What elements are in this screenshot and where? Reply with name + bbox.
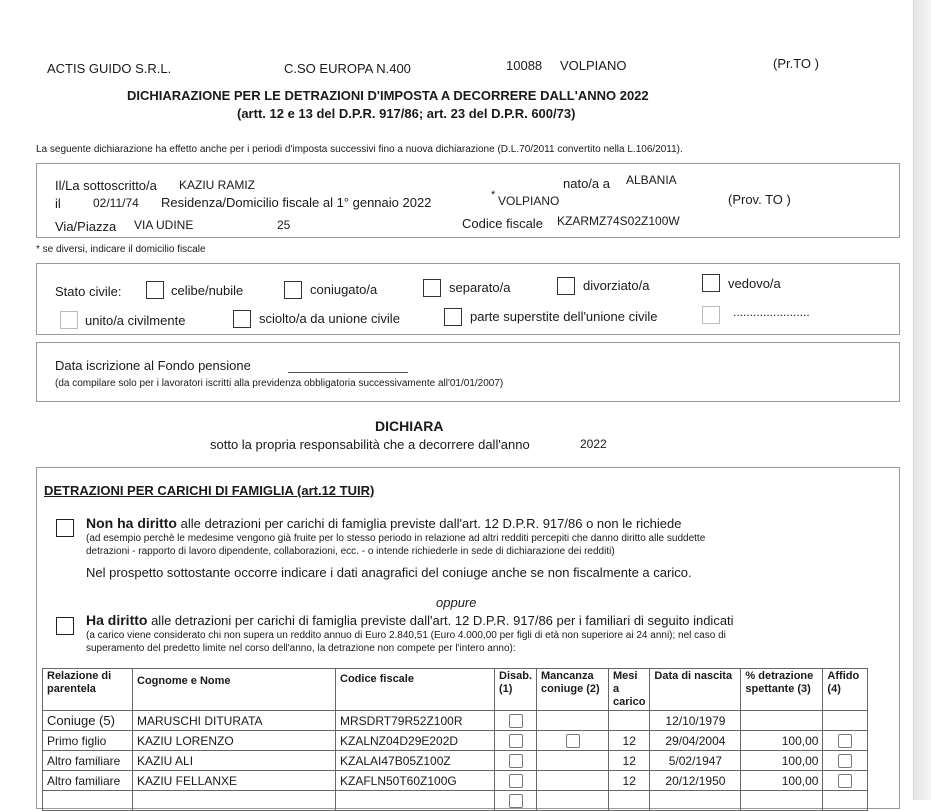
coniugato-checkbox[interactable]	[284, 281, 302, 299]
row-tax-code: KZALNZ04D29E202D	[336, 731, 495, 751]
celibe-label: celibe/nubile	[171, 283, 244, 298]
has-right-note-2: superamento del predetto limite nel corso dell'anno, la detrazione non compete per l'intero anno):	[86, 643, 516, 654]
row-months: 12	[609, 771, 650, 791]
row-months	[609, 711, 650, 731]
col-tax-code: Codice fiscale	[336, 669, 495, 711]
coniugato-label: coniugato/a	[310, 282, 378, 297]
pension-label: Data iscrizione al Fondo pensione	[55, 358, 251, 373]
superstite-checkbox[interactable]	[444, 308, 462, 326]
other-status-checkbox[interactable]	[702, 306, 720, 324]
family-table	[42, 668, 868, 811]
employee-name: KAZIU RAMIZ	[179, 178, 256, 192]
row-birthdate: 20/12/1950	[650, 771, 741, 791]
born-label: nato/a a	[563, 176, 610, 191]
has-right-text: alle detrazioni per carichi di famiglia previste dall'art. 12 D.P.R. 917/86 per i familiari di seguito indicati	[151, 613, 734, 628]
row-percent: 100,00	[741, 731, 823, 751]
no-right-note-1: (ad esempio perchè le medesime vengono già fruite per lo stesso periodo in relazione ad altri redditi percepiti che danno diritto alle suddette	[86, 533, 706, 544]
sciolto-label: sciolto/a da unione civile	[259, 311, 400, 326]
domicile-footnote: * se diversi, indicare il domicilio fiscale	[36, 244, 206, 255]
street: VIA UDINE	[134, 218, 194, 232]
no-right-checkbox[interactable]	[56, 519, 74, 537]
table-row	[43, 771, 868, 791]
has-right-checkbox[interactable]	[56, 617, 74, 635]
page-subtitle: (artt. 12 e 13 del D.P.R. 917/86; art. 23 del D.P.R. 600/73)	[237, 106, 576, 121]
row-birthdate: 12/10/1979	[650, 711, 741, 731]
table-row	[43, 751, 868, 771]
divorziato-checkbox[interactable]	[557, 277, 575, 295]
row-birthdate: 5/02/1947	[650, 751, 741, 771]
col-percent: % detrazione spettante (3)	[741, 669, 823, 711]
table-row	[43, 731, 868, 751]
residence-mark: *	[491, 189, 496, 201]
disability-checkbox[interactable]	[509, 714, 523, 728]
row-name: KAZIU ALI	[133, 751, 336, 771]
divorziato-label: divorziato/a	[583, 278, 650, 293]
disability-checkbox[interactable]	[509, 754, 523, 768]
vedovo-label: vedovo/a	[728, 276, 781, 291]
company-city: VOLPIANO	[560, 58, 627, 73]
table-row	[43, 791, 868, 811]
row-months: 12	[609, 731, 650, 751]
custody-checkbox[interactable]	[838, 754, 852, 768]
row-relation: Coniuge (5)	[43, 711, 133, 731]
row-name: MARUSCHI DITURATA	[133, 711, 336, 731]
vedovo-checkbox[interactable]	[702, 274, 720, 292]
row-name: KAZIU FELLANXE	[133, 771, 336, 791]
col-disability: Disab. (1)	[495, 669, 537, 711]
undersigned-label: Il/La sottoscritto/a	[55, 178, 157, 193]
birthplace: ALBANIA	[626, 173, 677, 187]
company-cap: 10088	[506, 58, 543, 73]
page-title: DICHIARAZIONE PER LE DETRAZIONI D'IMPOSTA A DECORRERE DALL'ANNO 2022	[127, 88, 649, 103]
civil-status-label: Stato civile:	[55, 284, 122, 299]
page-edge	[913, 0, 931, 800]
col-birthdate: Data di nascita	[650, 669, 741, 711]
row-months: 12	[609, 751, 650, 771]
row-relation: Altro familiare	[43, 751, 133, 771]
row-birthdate: 29/04/2004	[650, 731, 741, 751]
row-tax-code: KZAFLN50T60Z100G	[336, 771, 495, 791]
table-row	[43, 711, 868, 731]
custody-checkbox[interactable]	[838, 734, 852, 748]
disability-checkbox[interactable]	[509, 734, 523, 748]
row-tax-code: MRSDRT79R52Z100R	[336, 711, 495, 731]
company-name: ACTIS GUIDO S.R.L.	[47, 61, 172, 76]
pension-note: (da compilare solo per i lavoratori iscritti alla previdenza obbligatoria successivamente all'01/01/2007)	[55, 378, 504, 389]
intro-note: La seguente dichiarazione ha effetto anche per i periodi d'imposta successivi fino a nuova dichiarazione (D.L.70/2011 convertito nella L.106/2011).	[36, 144, 683, 155]
pension-date-field[interactable]	[288, 372, 408, 373]
residence-province: (Prov. TO )	[728, 192, 791, 207]
row-percent: 100,00	[741, 751, 823, 771]
spouse-note: Nel prospetto sottostante occorre indicare i dati anagrafici del coniuge anche se non fiscalmente a carico.	[86, 565, 692, 580]
superstite-label: parte superstite dell'unione civile	[470, 309, 658, 324]
declares-year: 2022	[580, 437, 607, 451]
declares-subtitle: sotto la propria responsabilità che a decorrere dall'anno	[210, 437, 530, 452]
disability-checkbox[interactable]	[509, 794, 523, 808]
tax-code-label: Codice fiscale	[462, 216, 543, 231]
row-relation: Altro familiare	[43, 771, 133, 791]
company-address: C.SO EUROPA N.400	[284, 61, 411, 76]
col-name: Cognome e Nome	[133, 669, 336, 711]
col-custody: Affido (4)	[823, 669, 868, 711]
separato-label: separato/a	[449, 280, 511, 295]
family-section-title: DETRAZIONI PER CARICHI DI FAMIGLIA (art.12 TUIR)	[44, 483, 375, 498]
birthdate-label: il	[55, 196, 61, 211]
disability-checkbox[interactable]	[509, 774, 523, 788]
company-province: (Pr.TO )	[773, 56, 819, 71]
separato-checkbox[interactable]	[423, 279, 441, 297]
col-no-spouse: Mancanza coniuge (2)	[537, 669, 609, 711]
no-spouse-checkbox[interactable]	[566, 734, 580, 748]
row-percent: 100,00	[741, 771, 823, 791]
custody-checkbox[interactable]	[838, 774, 852, 788]
col-relation: Relazione di parentela	[43, 669, 133, 711]
street-label: Via/Piazza	[55, 219, 117, 234]
has-right-label: Ha diritto	[86, 612, 148, 628]
row-tax-code: KZALAI47B05Z100Z	[336, 751, 495, 771]
row-name: KAZIU LORENZO	[133, 731, 336, 751]
unito-checkbox[interactable]	[60, 311, 78, 329]
no-right-note-2: detrazioni - rapporto di lavoro dipendente, collaborazioni, ecc. - o intende richiederle in sede di dichiarazione dei redditi)	[86, 546, 615, 557]
no-right-text: alle detrazioni per carichi di famiglia previste dall'art. 12 D.P.R. 917/86 o non le richiede	[180, 516, 682, 531]
declares-title: DICHIARA	[375, 418, 444, 434]
sciolto-checkbox[interactable]	[233, 310, 251, 328]
col-months: Mesi a carico	[609, 669, 650, 711]
no-right-label: Non ha diritto	[86, 515, 177, 531]
celibe-checkbox[interactable]	[146, 281, 164, 299]
tax-code: KZARMZ74S02Z100W	[557, 214, 680, 228]
birthdate: 02/11/74	[93, 196, 139, 210]
street-number: 25	[277, 218, 291, 232]
other-status-field[interactable]: .......................	[733, 305, 810, 319]
row-relation: Primo figlio	[43, 731, 133, 751]
has-right-note-1: (a carico viene considerato chi non supera un reddito annuo di Euro 2.840,51 (Euro 4.000,00 per figli di età non superiore ai 24 anni); nel caso di	[86, 630, 726, 641]
residence-label: Residenza/Domicilio fiscale al 1° gennaio 2022	[161, 195, 432, 210]
unito-label: unito/a civilmente	[85, 313, 186, 328]
row-percent	[741, 711, 823, 731]
residence: VOLPIANO	[498, 194, 560, 208]
or-label: oppure	[436, 595, 477, 610]
